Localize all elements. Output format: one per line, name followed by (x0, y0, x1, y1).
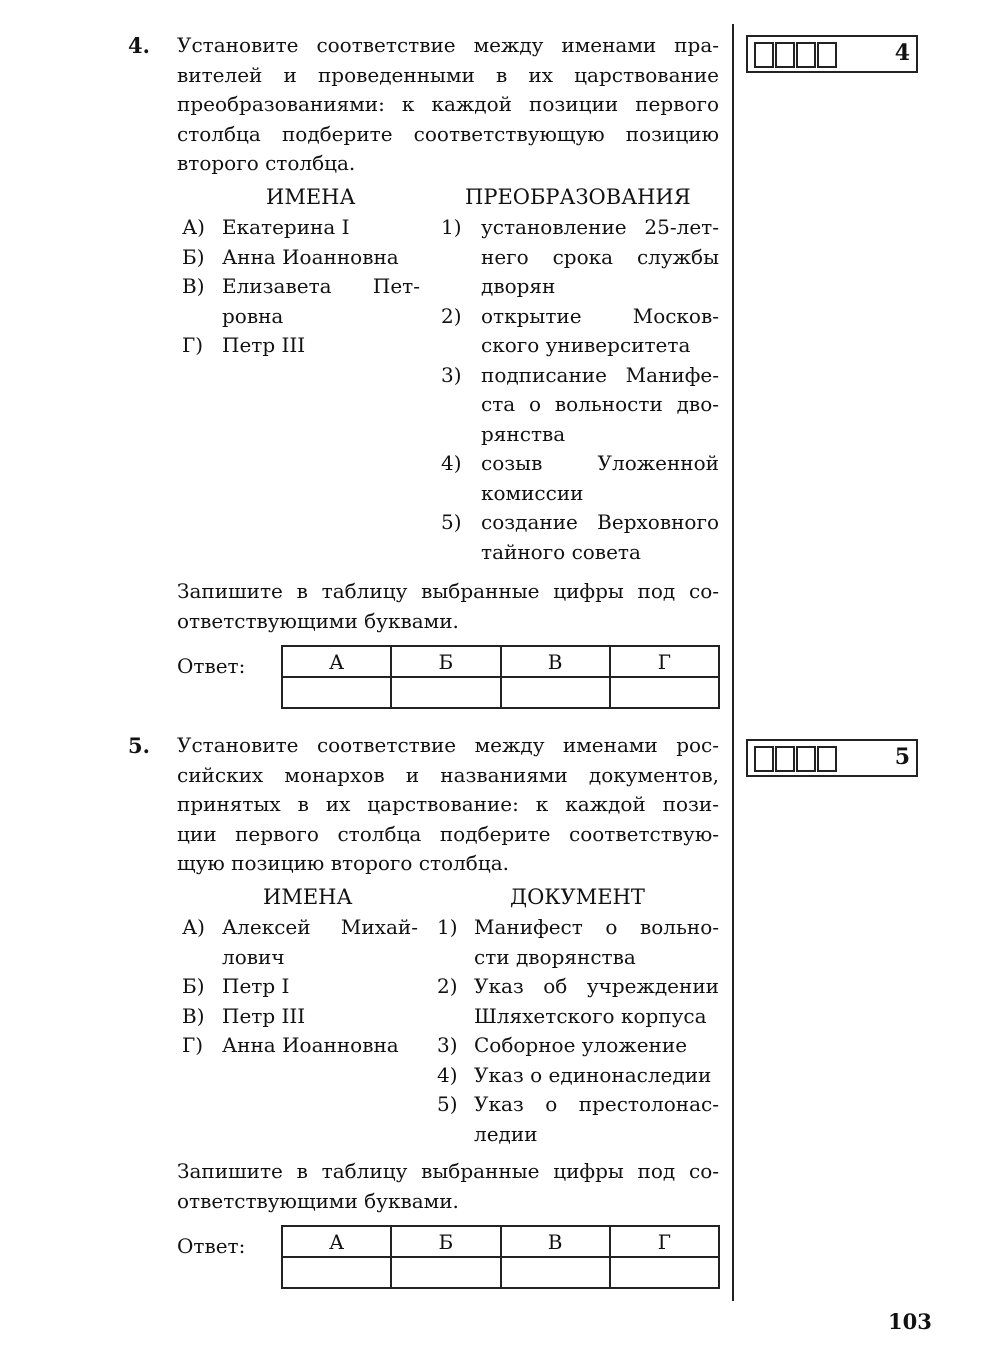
prompt-line: вителей и проведенными в их царствование (177, 62, 719, 87)
item-marker: В) (182, 1003, 205, 1028)
item-marker: Б) (182, 974, 205, 998)
item-text: Указ о единонаследии (474, 1062, 712, 1087)
list-item (437, 1090, 719, 1149)
item-text: дворян (481, 274, 556, 298)
item-text: него срока службы (481, 244, 719, 269)
answer-instruction (177, 1157, 719, 1216)
item-text: Шляхетского корпуса (474, 1003, 707, 1028)
score-cell[interactable] (796, 42, 816, 68)
prompt-line: щую позицию второго столбца. (177, 851, 509, 875)
answer-header-a: А (282, 1226, 391, 1257)
score-cell[interactable] (796, 746, 816, 772)
right-column-header: ДОКУМЕНТ (510, 885, 645, 909)
item-text: создание Верховного (481, 510, 719, 534)
prompt-line: Установите соответствие между именами рос- (177, 733, 719, 757)
list-item (441, 302, 719, 361)
item-text: Анна Иоанновна (222, 1033, 399, 1057)
item-text: сти дворянства (474, 944, 636, 969)
item-text: ского университета (481, 333, 691, 357)
list-item (182, 972, 418, 1002)
task-prompt (177, 31, 719, 179)
task-number: 5. (128, 733, 150, 758)
task-prompt (177, 731, 719, 879)
task-number: 4. (128, 33, 150, 58)
list-item (441, 361, 719, 450)
answer-label: Ответ: (177, 654, 246, 678)
item-text: Петр I (222, 974, 290, 998)
list-item (437, 972, 719, 1031)
prompt-line: сийских монархов и названиями документов, (177, 762, 719, 787)
list-item (437, 1031, 719, 1061)
item-text: установление 25-лет- (481, 215, 719, 239)
item-text: тайного совета (481, 539, 641, 564)
right-column-header: ПРЕОБРАЗОВАНИЯ (465, 185, 691, 209)
answer-cell-a[interactable] (282, 677, 391, 708)
item-marker: 5) (441, 510, 462, 534)
item-marker: 4) (437, 1062, 458, 1087)
item-marker: 1) (437, 915, 458, 939)
documents-list (437, 913, 719, 1149)
item-text: лович (222, 944, 285, 969)
left-column-header: ИМЕНА (263, 885, 353, 909)
item-text: ровна (222, 303, 284, 328)
instruction-line: Запишите в таблицу выбранные цифры под со- (177, 579, 719, 603)
answer-instruction (177, 577, 719, 636)
item-text: Петр III (222, 333, 306, 357)
item-marker: 3) (437, 1033, 458, 1057)
item-text: рянства (481, 421, 566, 446)
list-item (182, 272, 420, 331)
score-cells (754, 42, 838, 68)
item-marker: Г) (182, 333, 204, 357)
item-marker: А) (182, 915, 205, 939)
prompt-line: ции первого столбца подберите соответствую- (177, 821, 719, 846)
item-text: созыв Уложенной (481, 451, 719, 475)
score-cell[interactable] (754, 746, 774, 772)
item-text: Соборное уложение (474, 1033, 688, 1057)
score-cells (754, 746, 838, 772)
item-text: Манифест о вольно- (474, 915, 719, 939)
item-text: Анна Иоанновна (222, 244, 399, 269)
item-marker: 2) (437, 974, 458, 998)
answer-header-g: Г (610, 1226, 719, 1257)
names-list (182, 913, 418, 1061)
margin-divider-line (732, 24, 734, 1301)
answer-header-v: В (501, 646, 610, 677)
answer-cell-b[interactable] (391, 677, 500, 708)
prompt-line: столбца подберите соответствующую позицию (177, 121, 719, 146)
item-marker: А) (182, 215, 205, 239)
item-text: Указ об учреждении (474, 974, 719, 998)
item-text: Петр III (222, 1003, 306, 1028)
item-marker: Г) (182, 1033, 204, 1057)
instruction-line: ответствующими буквами. (177, 1188, 459, 1213)
item-text: ста о вольности дво- (481, 392, 719, 416)
instruction-line: Запишите в таблицу выбранные цифры под со- (177, 1159, 719, 1183)
item-marker: 3) (441, 362, 462, 387)
left-column-header: ИМЕНА (266, 185, 356, 209)
answer-cell-g[interactable] (610, 1257, 719, 1288)
list-item (182, 1031, 418, 1061)
prompt-line: второго столбца. (177, 151, 356, 175)
item-marker: 4) (441, 451, 462, 475)
item-text: открытие Москов- (481, 303, 719, 328)
prompt-line: преобразованиями: к каждой позиции первого (177, 92, 719, 116)
item-text: Екатерина I (222, 215, 350, 239)
list-item (182, 913, 418, 972)
item-marker: 5) (437, 1092, 458, 1116)
list-item (441, 449, 719, 508)
list-item (437, 1061, 719, 1091)
score-cell[interactable] (754, 42, 774, 68)
answer-header-b: Б (391, 646, 500, 677)
item-marker: Б) (182, 244, 205, 269)
score-box-4 (746, 35, 918, 73)
prompt-line: Установите соответствие между именами пра- (177, 33, 719, 57)
list-item (441, 213, 719, 302)
item-text: Указ о престолонас- (474, 1092, 719, 1116)
prompt-line: принятых в их царствование: к каждой пози- (177, 792, 719, 816)
item-text: Елизавета Пет- (222, 274, 420, 298)
answer-table (281, 1225, 720, 1289)
reforms-list (441, 213, 719, 567)
list-item (437, 913, 719, 972)
answer-header-a: А (282, 646, 391, 677)
score-box-number: 5 (894, 744, 910, 770)
answer-table (281, 645, 720, 709)
answer-cell-a[interactable] (282, 1257, 391, 1288)
item-marker: В) (182, 274, 205, 298)
item-text: ледии (474, 1121, 538, 1146)
item-text: Алексей Михай- (222, 915, 418, 939)
answer-cell-g[interactable] (610, 677, 719, 708)
answer-header-b: Б (391, 1226, 500, 1257)
list-item (441, 508, 719, 567)
answer-header-row (282, 1226, 719, 1257)
answer-cell-v[interactable] (501, 1257, 610, 1288)
answer-input-row (282, 677, 719, 708)
item-text: подписание Манифе- (481, 362, 719, 387)
list-item (182, 243, 420, 273)
answer-cell-v[interactable] (501, 677, 610, 708)
answer-cell-b[interactable] (391, 1257, 500, 1288)
score-cell[interactable] (775, 42, 795, 68)
score-cell[interactable] (817, 746, 837, 772)
score-box-number: 4 (894, 40, 910, 66)
answer-header-row (282, 646, 719, 677)
item-marker: 1) (441, 215, 462, 239)
answer-input-row (282, 1257, 719, 1288)
page-number: 103 (888, 1309, 932, 1334)
answer-header-v: В (501, 1226, 610, 1257)
item-marker: 2) (441, 303, 462, 328)
answer-label: Ответ: (177, 1234, 246, 1258)
item-text: комиссии (481, 480, 584, 505)
score-cell[interactable] (775, 746, 795, 772)
score-cell[interactable] (817, 42, 837, 68)
list-item (182, 213, 420, 243)
answer-header-g: Г (610, 646, 719, 677)
names-list (182, 213, 420, 361)
score-box-5 (746, 739, 918, 777)
instruction-line: ответствующими буквами. (177, 608, 459, 633)
list-item (182, 1002, 418, 1032)
list-item (182, 331, 420, 361)
